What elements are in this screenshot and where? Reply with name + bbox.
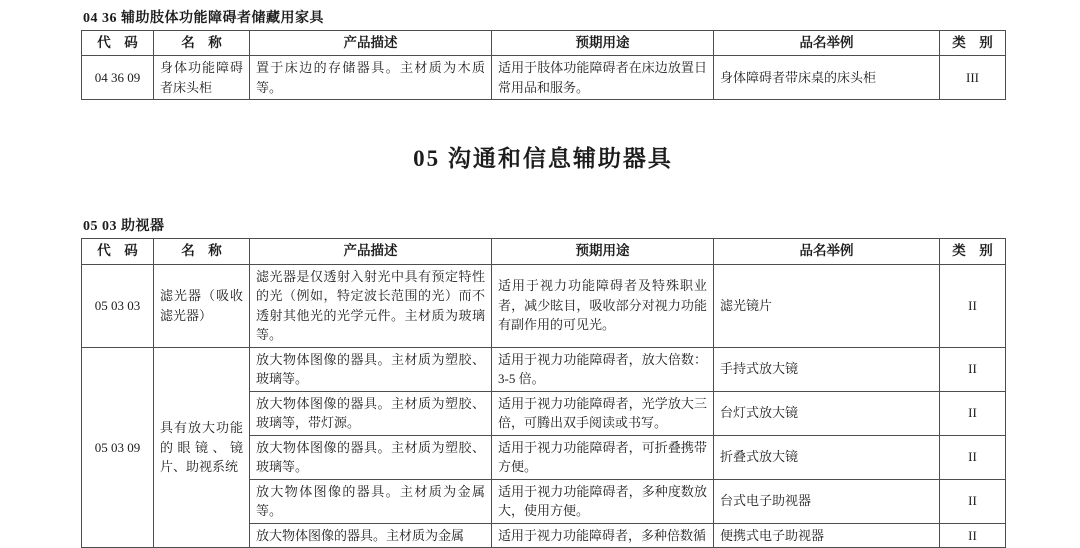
table-vision-aids: [81, 238, 1006, 548]
cell-description: 滤光器是仅透射入射光中具有预定特性的光（例如，特定波长范围的光）而不透射其他光的光学元件。主材质为玻璃等。: [250, 264, 492, 347]
table-storage-furniture: [81, 30, 1006, 100]
col-header-usage: 预期用途: [492, 239, 714, 264]
table-header-row: [82, 239, 1006, 264]
cell-usage: 适用于视力功能障碍者，光学放大三倍，可腾出双手阅读或书写。: [492, 391, 714, 435]
col-header-name: 名 称: [154, 31, 250, 56]
cell-category: II: [940, 347, 1006, 391]
cell-example: 身体障碍者带床桌的床头柜: [714, 56, 940, 100]
cell-usage: 适用于视力功能障碍者，多种度数放大，使用方便。: [492, 479, 714, 523]
col-header-name: 名 称: [154, 239, 250, 264]
cell-example: 手持式放大镜: [714, 347, 940, 391]
cell-category: II: [940, 523, 1006, 548]
col-header-category: 类 别: [940, 31, 1006, 56]
cell-description: 放大物体图像的器具。主材质为塑胶、玻璃等。: [250, 347, 492, 391]
table-row: [82, 56, 1006, 100]
col-header-code: 代 码: [82, 31, 154, 56]
cell-description: 放大物体图像的器具。主材质为塑胶、玻璃等，带灯源。: [250, 391, 492, 435]
cell-description: 放大物体图像的器具。主材质为金属: [250, 523, 492, 548]
section-label-04-36: 04 36 辅助肢体功能障碍者储藏用家具: [83, 11, 324, 26]
cell-usage: 适用于视力功能障碍者，多种倍数循: [492, 523, 714, 548]
cell-category: III: [940, 56, 1006, 100]
cell-usage: 适用于视力功能障碍者，放大倍数：3-5 倍。: [492, 347, 714, 391]
cell-usage: 适用于视力功能障碍者，可折叠携带方便。: [492, 435, 714, 479]
table-row: [82, 264, 1006, 347]
cell-example: 台式电子助视器: [714, 479, 940, 523]
cell-example: 台灯式放大镜: [714, 391, 940, 435]
col-header-category: 类 别: [940, 239, 1006, 264]
chapter-title: 05 沟通和信息辅助器具: [413, 146, 673, 172]
cell-code: 05 03 03: [82, 264, 154, 347]
cell-name: 具有放大功能的眼镜、镜片、助视系统: [154, 347, 250, 548]
document-content: [81, 7, 1005, 548]
cell-description: 放大物体图像的器具。主材质为塑胶、玻璃等。: [250, 435, 492, 479]
col-header-desc: 产品描述: [250, 31, 492, 56]
section-label-05-03: 05 03 助视器: [83, 219, 165, 235]
cell-usage: 适用于肢体功能障碍者在床边放置日常用品和服务。: [492, 56, 714, 100]
cell-description: 放大物体图像的器具。主材质为金属等。: [250, 479, 492, 523]
cell-category: II: [940, 479, 1006, 523]
cell-category: II: [940, 435, 1006, 479]
cell-example: 便携式电子助视器: [714, 523, 940, 548]
cell-category: II: [940, 391, 1006, 435]
cell-description: 置于床边的存储器具。主材质为木质等。: [250, 56, 492, 100]
cell-code: 04 36 09: [82, 56, 154, 100]
col-header-code: 代 码: [82, 239, 154, 264]
cell-name: 身体功能障碍者床头柜: [154, 56, 250, 100]
col-header-example: 品名举例: [714, 239, 940, 264]
cell-example: 滤光镜片: [714, 264, 940, 347]
table-row: [82, 347, 1006, 391]
cell-example: 折叠式放大镜: [714, 435, 940, 479]
cell-code: 05 03 09: [82, 347, 154, 548]
col-header-desc: 产品描述: [250, 239, 492, 264]
col-header-example: 品名举例: [714, 31, 940, 56]
col-header-usage: 预期用途: [492, 31, 714, 56]
cell-usage: 适用于视力功能障碍者及特殊职业者，减少眩目，吸收部分对视力功能有副作用的可见光。: [492, 264, 714, 347]
table-header-row: [82, 31, 1006, 56]
cell-category: II: [940, 264, 1006, 347]
cell-name: 滤光器（吸收滤光器）: [154, 264, 250, 347]
